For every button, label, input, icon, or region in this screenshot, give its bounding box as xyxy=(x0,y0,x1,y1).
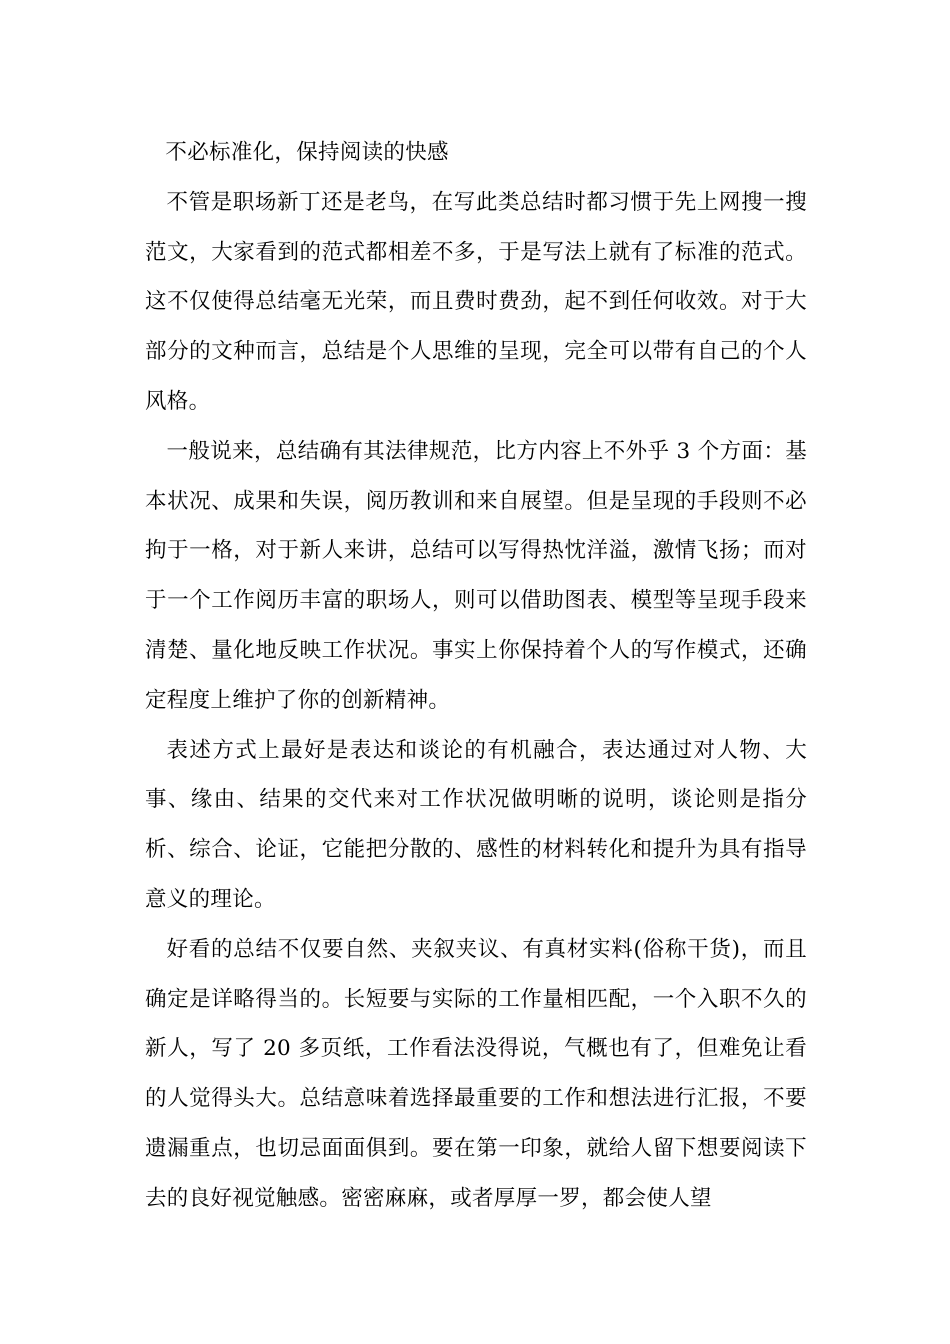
document-body xyxy=(145,128,807,1224)
paragraph-3: 表述方式上最好是表达和谈论的有机融合，表达通过对人物、大事、缘由、结果的交代来对工作状况做明晰的说明，谈论则是指分析、综合、论证，它能把分散的、感性的材料转化和提升为具有指导意义的理论。 xyxy=(145,737,807,912)
section-heading: 不必标准化，保持阅读的快感 xyxy=(165,140,449,165)
paragraph-4: 好看的总结不仅要自然、夹叙夹议、有真材实料(俗称干货)，而且确定是详略得当的。长短要与实际的工作量相匹配，一个入职不久的新人，写了 20 多页纸，工作看法没得说，气概也有了，但难免让看的人觉得头大。总结意味着选择最重要的工作和想法进行汇报，不要遗漏重点，也切忌面面俱到。要在第一印象，就给人留下想要阅读下去的良好视觉触感。密密麻麻，或者厚厚一罗，都会使人望 xyxy=(145,936,807,1211)
paragraph-2: 一般说来，总结确有其法律规范，比方内容上不外乎 3 个方面：基本状况、成果和失误，阅历教训和来自展望。但是呈现的手段则不必拘于一格，对于新人来讲，总结可以写得热忱洋溢，激情飞扬；而对于一个工作阅历丰富的职场人，则可以借助图表、模型等呈现手段来清楚、量化地反映工作状况。事实上你保持着个人的写作模式，还确定程度上维护了你的创新精神。 xyxy=(145,438,807,713)
paragraph-1: 不管是职场新丁还是老鸟，在写此类总结时都习惯于先上网搜一搜范文，大家看到的范式都相差不多，于是写法上就有了标准的范式。这不仅使得总结毫无光荣，而且费时费劲，起不到任何收效。对于大部分的文种而言，总结是个人思维的呈现，完全可以带有自己的个人风格。 xyxy=(145,189,807,414)
